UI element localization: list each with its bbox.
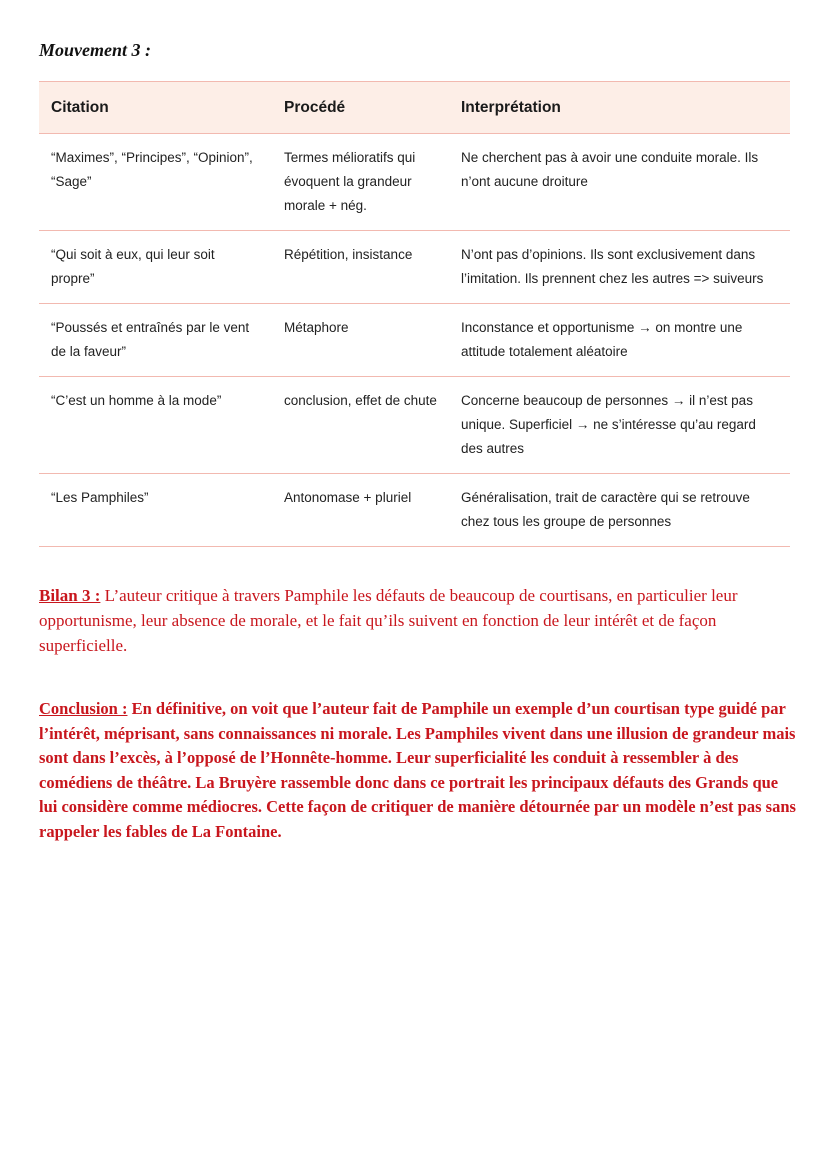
cell-interpretation: Inconstance et opportunisme → on montre une attitude totalement aléatoire: [449, 304, 790, 377]
table-row: [39, 377, 790, 474]
table-header-row: [39, 82, 790, 134]
section-title: Mouvement 3 :: [39, 40, 151, 60]
table-row: [39, 231, 790, 304]
header-interpretation: Interprétation: [449, 82, 790, 134]
cell-procede: Métaphore: [272, 304, 449, 377]
analysis-table: [39, 81, 790, 547]
cell-procede: Répétition, insistance: [272, 231, 449, 304]
cell-interpretation: N’ont pas d’opinions. Ils sont exclusivement dans l’imitation. Ils prennent chez les autres => suiveurs: [449, 231, 790, 304]
cell-citation: “Maximes”, “Principes”, “Opinion”, “Sage”: [39, 134, 272, 231]
header-procede: Procédé: [272, 82, 449, 134]
bilan-label: Bilan 3 :: [39, 586, 101, 605]
cell-citation: “Les Pamphiles”: [39, 474, 272, 547]
cell-interpretation: Ne cherchent pas à avoir une conduite morale. Ils n’ont aucune droiture: [449, 134, 790, 231]
table-row: [39, 474, 790, 547]
cell-citation: “Qui soit à eux, qui leur soit propre”: [39, 231, 272, 304]
table-row: [39, 134, 790, 231]
cell-citation: “Poussés et entraînés par le vent de la faveur”: [39, 304, 272, 377]
bilan-text: L’auteur critique à travers Pamphile les défauts de beaucoup de courtisans, en particulier leur opportunisme, leur absence de morale, et le fait qu’ils suivent en fonction de leur intérêt et de façon superficielle.: [39, 586, 738, 655]
header-citation: Citation: [39, 82, 272, 134]
cell-procede: Termes mélioratifs qui évoquent la grandeur morale + nég.: [272, 134, 449, 231]
cell-interpretation: Concerne beaucoup de personnes → il n’est pas unique. Superficiel → ne s’intéresse qu’au regard des autres: [449, 377, 790, 474]
cell-interpretation: Généralisation, trait de caractère qui se retrouve chez tous les groupe de personnes: [449, 474, 790, 547]
conclusion-text: En définitive, on voit que l’auteur fait de Pamphile un exemple d’un courtisan type guidé par l’intérêt, méprisant, sans connaissances ni morale. Les Pamphiles vivent dans une illusion de grandeur mais sont dans l’excès, à l’opposé de l’Honnête-homme. Leur superficialité les conduit à ressembler à des comédiens de théâtre. La Bruyère rassemble donc dans ce portrait les principaux défauts des Grands que lui considère comme médiocres. Cette façon de critiquer de manière détournée par un modèle n’est pas sans rappeler les fables de La Fontaine.: [39, 699, 796, 841]
conclusion-label: Conclusion :: [39, 699, 128, 718]
table-row: [39, 304, 790, 377]
cell-procede: Antonomase + pluriel: [272, 474, 449, 547]
cell-procede: conclusion, effet de chute: [272, 377, 449, 474]
bilan-paragraph: [39, 583, 799, 658]
cell-citation: “C’est un homme à la mode”: [39, 377, 272, 474]
conclusion-paragraph: [39, 697, 799, 844]
